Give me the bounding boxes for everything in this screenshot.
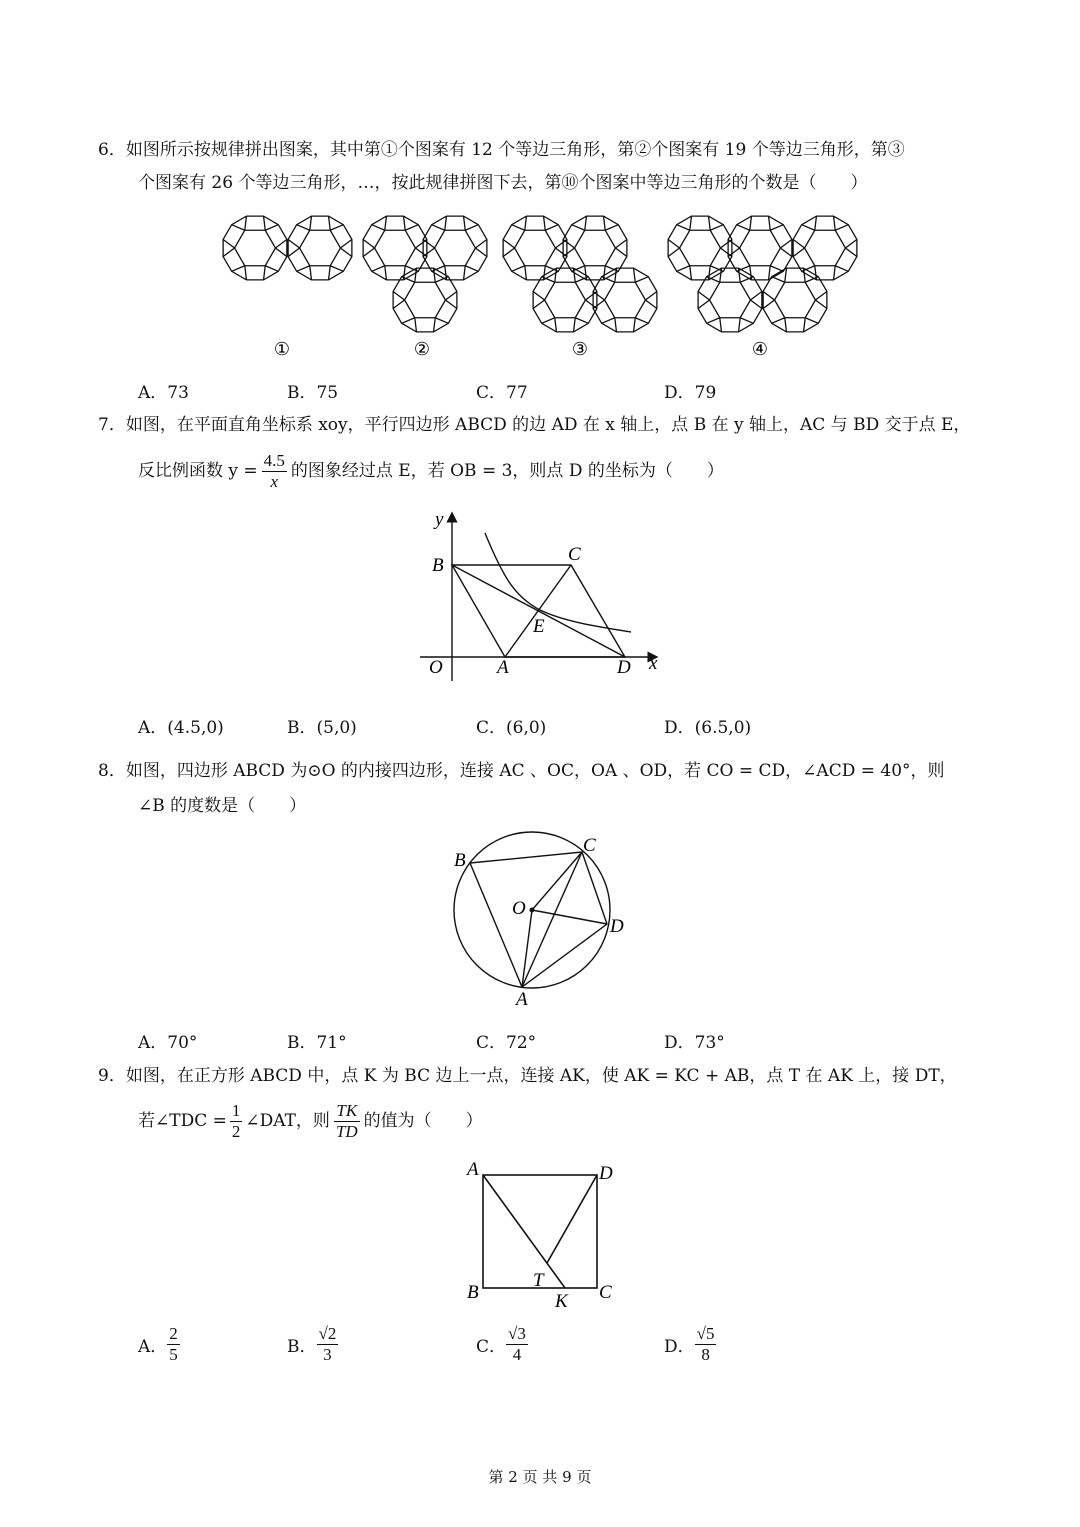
q6-option-c[interactable]: C．77 [476, 383, 528, 403]
q8-option-a[interactable]: A．70° [138, 1033, 198, 1053]
q9-option-d-num: √5 [696, 1324, 715, 1343]
q8-center-dot [530, 908, 535, 913]
q7-label-e: E [533, 616, 545, 637]
q9-option-a[interactable] [138, 1324, 180, 1365]
dodecagon-tile [593, 268, 657, 332]
q9-half-num: 1 [231, 1100, 241, 1120]
q7-stem-line2 [138, 448, 724, 494]
q9-label-t: T [533, 1270, 544, 1291]
q7-label-a: A [497, 657, 509, 678]
q6-figure [210, 205, 870, 365]
q9-label-k: K [555, 1291, 568, 1312]
q9-option-c[interactable] [476, 1324, 528, 1365]
q9-option-b[interactable] [287, 1324, 338, 1365]
q9-half-fraction [230, 1101, 243, 1142]
q9-option-c-num: √3 [508, 1324, 526, 1343]
q8-option-c[interactable]: C．72° [476, 1033, 537, 1053]
q8-line-od [532, 910, 607, 924]
q7-stem-line1: 7．如图，在平面直角坐标系 xoy，平行四边形 ABCD 的边 AD 在 x 轴上，点 B 在 y 轴上，AC 与 BD 交于点 E， [98, 415, 971, 435]
q8-label-o: O [512, 898, 526, 919]
q8-line-oc [532, 852, 582, 910]
q6-option-b[interactable]: B．75 [287, 383, 339, 403]
q9-line-ak [483, 1175, 565, 1288]
q9-option-d-letter: D． [664, 1337, 695, 1357]
q9-label-c: C [599, 1282, 612, 1303]
q6-stem-line2: 个图案有 26 个等边三角形，…，按此规律拼图下去，第⑩个图案中等边三角形的个数是（ ） [138, 173, 868, 193]
q9-option-c-letter: C． [476, 1337, 507, 1357]
q8-stem-line2: ∠B 的度数是（ ） [138, 796, 307, 816]
q7-stem-pre: 反比例函数 y = [138, 461, 258, 481]
q6-stem-line1: 6．如图所示按规律拼出图案，其中第①个图案有 12 个等边三角形，第②个图案有 19 个等边三角形，第③ [98, 140, 905, 160]
q7-figure [415, 505, 675, 690]
q6-label-1: ① [273, 339, 291, 359]
q9-stem-post: 的值为（ ） [363, 1111, 483, 1131]
dodecagon-tile [763, 268, 827, 332]
q9-label-b: B [467, 1282, 479, 1303]
q7-label-d: D [617, 657, 631, 678]
q7-option-a[interactable]: A．(4.5,0) [138, 718, 224, 738]
q7-stem-post: 的图象经过点 E，若 OB = 3，则点 D 的坐标为（ ） [290, 461, 724, 481]
q9-figure [455, 1155, 625, 1315]
dodecagon-tile [363, 216, 427, 280]
q7-fraction-num: 4.5 [263, 450, 285, 470]
q9-line-dt [547, 1175, 597, 1263]
q6-label-2: ② [413, 339, 431, 359]
q9-stem-pre: 若∠TDC = [138, 1111, 227, 1131]
q9-ratio-num: TK [334, 1101, 360, 1122]
q9-label-d: D [599, 1163, 613, 1184]
dodecagon-tile [423, 216, 487, 280]
q9-option-c-fraction [506, 1324, 528, 1365]
dodecagon-tile [563, 216, 627, 280]
dodecagon-tile [793, 216, 857, 280]
page-footer: 第 2 页 共 9 页 [488, 1468, 592, 1486]
q7-option-d[interactable]: D．(6.5,0) [664, 718, 752, 738]
dodecagon-tile [223, 216, 287, 280]
q9-option-d[interactable] [664, 1324, 716, 1365]
dodecagon-tile [393, 268, 457, 332]
q7-label-x: x [649, 653, 658, 674]
q7-label-b: B [432, 555, 444, 576]
dodecagon-tile [698, 268, 762, 332]
q9-option-b-letter: B． [287, 1337, 317, 1357]
q7-fraction-den: x [270, 471, 279, 491]
q9-half-den: 2 [231, 1121, 241, 1141]
q7-option-c[interactable]: C．(6,0) [476, 718, 547, 738]
q8-label-b: B [454, 850, 466, 871]
q9-option-c-den: 4 [506, 1344, 528, 1365]
q8-option-b[interactable]: B．71° [287, 1033, 347, 1053]
q9-option-b-num: √2 [318, 1324, 337, 1343]
q9-option-a-fraction [167, 1324, 180, 1365]
q8-option-d[interactable]: D．73° [664, 1033, 725, 1053]
q6-option-a[interactable]: A．73 [138, 383, 189, 403]
q7-label-c: C [568, 544, 581, 565]
q8-label-a: A [516, 989, 528, 1010]
dodecagon-tile [533, 268, 597, 332]
q9-option-a-num: 2 [169, 1324, 178, 1343]
q9-label-a: A [467, 1159, 479, 1180]
dodecagon-tile [503, 216, 567, 280]
q9-ratio-fraction [334, 1101, 360, 1142]
q7-label-o: O [429, 657, 443, 678]
q9-stem-line1: 9．如图，在正方形 ABCD 中，点 K 为 BC 边上一点，连接 AK，使 AK = KC + AB，点 T 在 AK 上，接 DT， [98, 1066, 957, 1086]
q6-option-d[interactable]: D．79 [664, 383, 717, 403]
q8-label-c: C [583, 835, 596, 856]
q9-stem-mid: ∠DAT，则 [245, 1111, 330, 1131]
q9-option-d-den: 8 [695, 1344, 717, 1365]
dodecagon-tile [668, 216, 732, 280]
q8-label-d: D [610, 916, 624, 937]
q7-label-y: y [435, 509, 444, 530]
q9-option-d-fraction [695, 1324, 717, 1365]
q9-stem-line2 [138, 1098, 483, 1144]
q9-option-a-den: 5 [169, 1345, 178, 1364]
q6-label-3: ③ [571, 339, 589, 359]
q8-stem-line1: 8．如图，四边形 ABCD 为⊙O 的内接四边形，连接 AC 、OC，OA 、OD，若 CO = CD，∠ACD = 40°，则 [98, 761, 945, 781]
q7-function-fraction [262, 451, 287, 492]
q7-option-b[interactable]: B．(5,0) [287, 718, 357, 738]
q6-label-4: ④ [751, 339, 769, 359]
q9-ratio-den: TD [335, 1121, 358, 1141]
q9-option-a-letter: A． [138, 1337, 168, 1357]
q8-figure [440, 830, 640, 1010]
q9-option-b-den: 3 [317, 1344, 339, 1365]
q9-option-b-fraction [317, 1324, 339, 1365]
dodecagon-tile [288, 216, 352, 280]
